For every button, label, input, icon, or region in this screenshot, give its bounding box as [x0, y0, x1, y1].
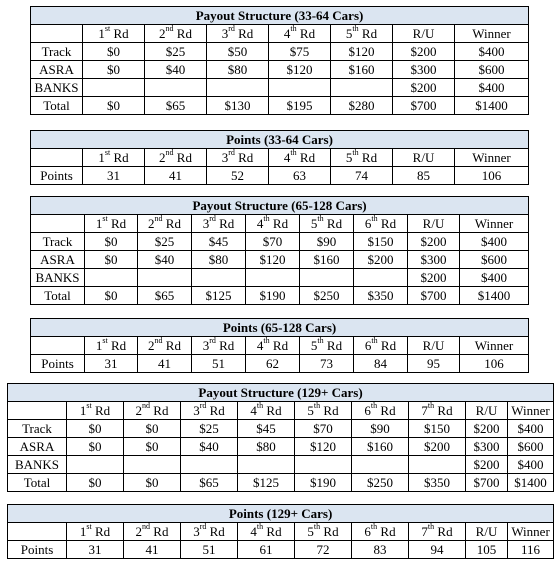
- table-cell: 63: [269, 167, 331, 185]
- column-header: 5th Rd: [295, 402, 352, 420]
- row-label: ASRA: [8, 438, 67, 456]
- table-cell: $400: [460, 269, 529, 287]
- table-cell: $45: [192, 233, 246, 251]
- table-cell: $80: [207, 61, 269, 79]
- table-cell: $90: [300, 233, 354, 251]
- column-header: 5th Rd: [300, 215, 354, 233]
- column-header: R/U: [393, 149, 455, 167]
- table-cell: [138, 269, 192, 287]
- table-cell: 74: [331, 167, 393, 185]
- table-cell: [246, 269, 300, 287]
- table-cell: 51: [192, 355, 246, 373]
- table-cell: [295, 456, 352, 474]
- table-cell: $130: [207, 97, 269, 115]
- table-cell: $400: [508, 456, 554, 474]
- table-cell: $150: [409, 420, 466, 438]
- points-table-129-plus: [7, 504, 554, 559]
- table-cell: [354, 269, 408, 287]
- table-cell: $400: [508, 420, 554, 438]
- table-cell: [145, 79, 207, 97]
- table-cell: 61: [238, 541, 295, 559]
- table-cell: $300: [393, 61, 455, 79]
- column-header: Winner: [455, 25, 529, 43]
- table-row: [31, 61, 529, 79]
- table-cell: $40: [138, 251, 192, 269]
- table-cell: $200: [466, 420, 508, 438]
- table-cell: 85: [393, 167, 455, 185]
- header-blank-cell: [31, 25, 83, 43]
- column-header: 2nd Rd: [138, 215, 192, 233]
- table-cell: [352, 456, 409, 474]
- row-label: Total: [31, 287, 85, 305]
- table-cell: 31: [85, 355, 138, 373]
- payout-table-65-128: [30, 196, 529, 305]
- table-cell: $400: [455, 43, 529, 61]
- points-table-65-128: [30, 318, 529, 373]
- column-header: Winner: [460, 337, 529, 355]
- row-label: Track: [8, 420, 67, 438]
- header-blank-cell: [31, 215, 85, 233]
- column-header: 6th Rd: [352, 523, 409, 541]
- table-cell: 41: [145, 167, 207, 185]
- column-header: R/U: [466, 402, 508, 420]
- column-header: 6th Rd: [354, 337, 408, 355]
- table-cell: 94: [409, 541, 466, 559]
- row-label: ASRA: [31, 251, 85, 269]
- column-header: R/U: [408, 215, 460, 233]
- row-label: Points: [31, 167, 83, 185]
- column-header: 3rd Rd: [181, 402, 238, 420]
- table-cell: $0: [67, 438, 124, 456]
- table-cell: $600: [455, 61, 529, 79]
- table-cell: $400: [460, 233, 529, 251]
- table-cell: $280: [331, 97, 393, 115]
- row-label: ASRA: [31, 61, 83, 79]
- table-cell: $150: [354, 233, 408, 251]
- table-cell: $700: [466, 474, 508, 492]
- table-cell: $1400: [460, 287, 529, 305]
- table-cell: [269, 79, 331, 97]
- table-cell: [409, 456, 466, 474]
- column-header: 4th Rd: [246, 215, 300, 233]
- table-title: Payout Structure (129+ Cars): [8, 384, 554, 402]
- table-cell: [207, 79, 269, 97]
- table-cell: $0: [83, 61, 145, 79]
- table-cell: $0: [124, 474, 181, 492]
- payout-table-129-plus: [7, 383, 554, 492]
- column-header: Winner: [460, 215, 529, 233]
- table-cell: 41: [138, 355, 192, 373]
- table-cell: $125: [192, 287, 246, 305]
- column-header: 1st Rd: [83, 25, 145, 43]
- table-cell: $40: [145, 61, 207, 79]
- column-header: 4th Rd: [269, 149, 331, 167]
- table-cell: $0: [85, 233, 138, 251]
- table-title: Points (33-64 Cars): [31, 131, 529, 149]
- points-table-33-64: [30, 130, 529, 185]
- table-cell: 106: [455, 167, 529, 185]
- row-label: Track: [31, 43, 83, 61]
- table-cell: $65: [181, 474, 238, 492]
- table-row: [8, 541, 554, 559]
- row-label: Total: [8, 474, 67, 492]
- table-cell: $0: [85, 251, 138, 269]
- header-blank-cell: [8, 402, 67, 420]
- column-header: 6th Rd: [352, 402, 409, 420]
- table-cell: $80: [238, 438, 295, 456]
- table-cell: $160: [352, 438, 409, 456]
- column-header: R/U: [393, 25, 455, 43]
- header-row: [31, 337, 529, 355]
- table-cell: $50: [207, 43, 269, 61]
- table-cell: $350: [409, 474, 466, 492]
- table-row: [31, 97, 529, 115]
- table-cell: $40: [181, 438, 238, 456]
- column-header: 2nd Rd: [124, 402, 181, 420]
- table-cell: 116: [508, 541, 554, 559]
- table-cell: 72: [295, 541, 352, 559]
- table-cell: $80: [192, 251, 246, 269]
- table-cell: $45: [238, 420, 295, 438]
- column-header: Winner: [508, 523, 554, 541]
- table-cell: $300: [408, 251, 460, 269]
- table-cell: $0: [67, 420, 124, 438]
- table-cell: [67, 456, 124, 474]
- table-cell: $90: [352, 420, 409, 438]
- table-cell: $120: [246, 251, 300, 269]
- column-header: 3rd Rd: [207, 25, 269, 43]
- column-header: 7th Rd: [409, 523, 466, 541]
- column-header: 4th Rd: [246, 337, 300, 355]
- table-cell: [238, 456, 295, 474]
- table-cell: $120: [331, 43, 393, 61]
- table-title: Payout Structure (65-128 Cars): [31, 197, 529, 215]
- table-cell: $190: [246, 287, 300, 305]
- table-cell: 83: [352, 541, 409, 559]
- table-cell: $125: [238, 474, 295, 492]
- row-label: BANKS: [8, 456, 67, 474]
- table-cell: 73: [300, 355, 354, 373]
- header-row: [31, 215, 529, 233]
- column-header: 4th Rd: [238, 523, 295, 541]
- table-cell: $200: [354, 251, 408, 269]
- table-cell: $700: [393, 97, 455, 115]
- row-label: BANKS: [31, 79, 83, 97]
- table-cell: $25: [181, 420, 238, 438]
- column-header: 3rd Rd: [192, 337, 246, 355]
- table-cell: 84: [354, 355, 408, 373]
- table-cell: $160: [331, 61, 393, 79]
- table-title: Payout Structure (33-64 Cars): [31, 7, 529, 25]
- column-header: 1st Rd: [85, 337, 138, 355]
- row-label: BANKS: [31, 269, 85, 287]
- table-title: Points (65-128 Cars): [31, 319, 529, 337]
- table-cell: $75: [269, 43, 331, 61]
- table-row: [8, 438, 554, 456]
- table-cell: $120: [295, 438, 352, 456]
- table-title: Points (129+ Cars): [8, 505, 554, 523]
- table-cell: $200: [393, 79, 455, 97]
- table-row: [31, 355, 529, 373]
- table-cell: $0: [85, 287, 138, 305]
- table-row: [31, 287, 529, 305]
- table-cell: $0: [83, 97, 145, 115]
- column-header: 1st Rd: [67, 523, 124, 541]
- column-header: 1st Rd: [83, 149, 145, 167]
- column-header: 2nd Rd: [124, 523, 181, 541]
- table-cell: $200: [393, 43, 455, 61]
- table-cell: $70: [295, 420, 352, 438]
- column-header: 3rd Rd: [181, 523, 238, 541]
- table-cell: $250: [300, 287, 354, 305]
- table-cell: $200: [408, 269, 460, 287]
- column-header: 7th Rd: [409, 402, 466, 420]
- column-header: Winner: [455, 149, 529, 167]
- table-cell: 106: [460, 355, 529, 373]
- column-header: 5th Rd: [295, 523, 352, 541]
- column-header: 1st Rd: [85, 215, 138, 233]
- table-cell: $200: [409, 438, 466, 456]
- payout-table-33-64: [30, 6, 529, 115]
- column-header: 6th Rd: [354, 215, 408, 233]
- table-cell: [331, 79, 393, 97]
- table-cell: [192, 269, 246, 287]
- row-label: Points: [31, 355, 85, 373]
- table-cell: [300, 269, 354, 287]
- column-header: Winner: [508, 402, 554, 420]
- table-cell: $1400: [455, 97, 529, 115]
- column-header: 2nd Rd: [145, 25, 207, 43]
- column-header: R/U: [408, 337, 460, 355]
- table-row: [8, 474, 554, 492]
- column-header: 2nd Rd: [138, 337, 192, 355]
- table-cell: $0: [124, 420, 181, 438]
- column-header: 3rd Rd: [207, 149, 269, 167]
- table-cell: $300: [466, 438, 508, 456]
- table-row: [31, 269, 529, 287]
- table-cell: $200: [466, 456, 508, 474]
- table-row: [8, 456, 554, 474]
- table-cell: $120: [269, 61, 331, 79]
- column-header: 5th Rd: [331, 149, 393, 167]
- header-blank-cell: [31, 337, 85, 355]
- column-header: R/U: [466, 523, 508, 541]
- table-row: [31, 233, 529, 251]
- table-cell: 51: [181, 541, 238, 559]
- row-label: Track: [31, 233, 85, 251]
- table-cell: $600: [508, 438, 554, 456]
- table-cell: $160: [300, 251, 354, 269]
- table-cell: [85, 269, 138, 287]
- table-cell: 52: [207, 167, 269, 185]
- table-cell: [83, 79, 145, 97]
- column-header: 2nd Rd: [145, 149, 207, 167]
- column-header: 5th Rd: [300, 337, 354, 355]
- table-cell: $25: [138, 233, 192, 251]
- header-blank-cell: [31, 149, 83, 167]
- row-label: Points: [8, 541, 67, 559]
- table-cell: $0: [67, 474, 124, 492]
- column-header: 1st Rd: [67, 402, 124, 420]
- table-row: [31, 43, 529, 61]
- table-cell: $0: [124, 438, 181, 456]
- column-header: 3rd Rd: [192, 215, 246, 233]
- table-row: [31, 79, 529, 97]
- table-cell: $400: [455, 79, 529, 97]
- table-cell: $200: [408, 233, 460, 251]
- header-blank-cell: [8, 523, 67, 541]
- row-label: Total: [31, 97, 83, 115]
- table-cell: $65: [138, 287, 192, 305]
- table-cell: 105: [466, 541, 508, 559]
- table-cell: $1400: [508, 474, 554, 492]
- table-cell: 41: [124, 541, 181, 559]
- table-cell: $190: [295, 474, 352, 492]
- column-header: 4th Rd: [269, 25, 331, 43]
- table-cell: $0: [83, 43, 145, 61]
- table-row: [8, 420, 554, 438]
- header-row: [8, 402, 554, 420]
- table-row: [31, 167, 529, 185]
- column-header: 4th Rd: [238, 402, 295, 420]
- table-cell: [124, 456, 181, 474]
- table-cell: 95: [408, 355, 460, 373]
- table-cell: $700: [408, 287, 460, 305]
- table-cell: 31: [67, 541, 124, 559]
- table-cell: $25: [145, 43, 207, 61]
- table-cell: $350: [354, 287, 408, 305]
- table-cell: 31: [83, 167, 145, 185]
- header-row: [31, 25, 529, 43]
- table-cell: $65: [145, 97, 207, 115]
- table-cell: $70: [246, 233, 300, 251]
- header-row: [8, 523, 554, 541]
- table-cell: $195: [269, 97, 331, 115]
- table-cell: [181, 456, 238, 474]
- column-header: 5th Rd: [331, 25, 393, 43]
- table-cell: $600: [460, 251, 529, 269]
- table-cell: 62: [246, 355, 300, 373]
- table-row: [31, 251, 529, 269]
- header-row: [31, 149, 529, 167]
- table-cell: $250: [352, 474, 409, 492]
